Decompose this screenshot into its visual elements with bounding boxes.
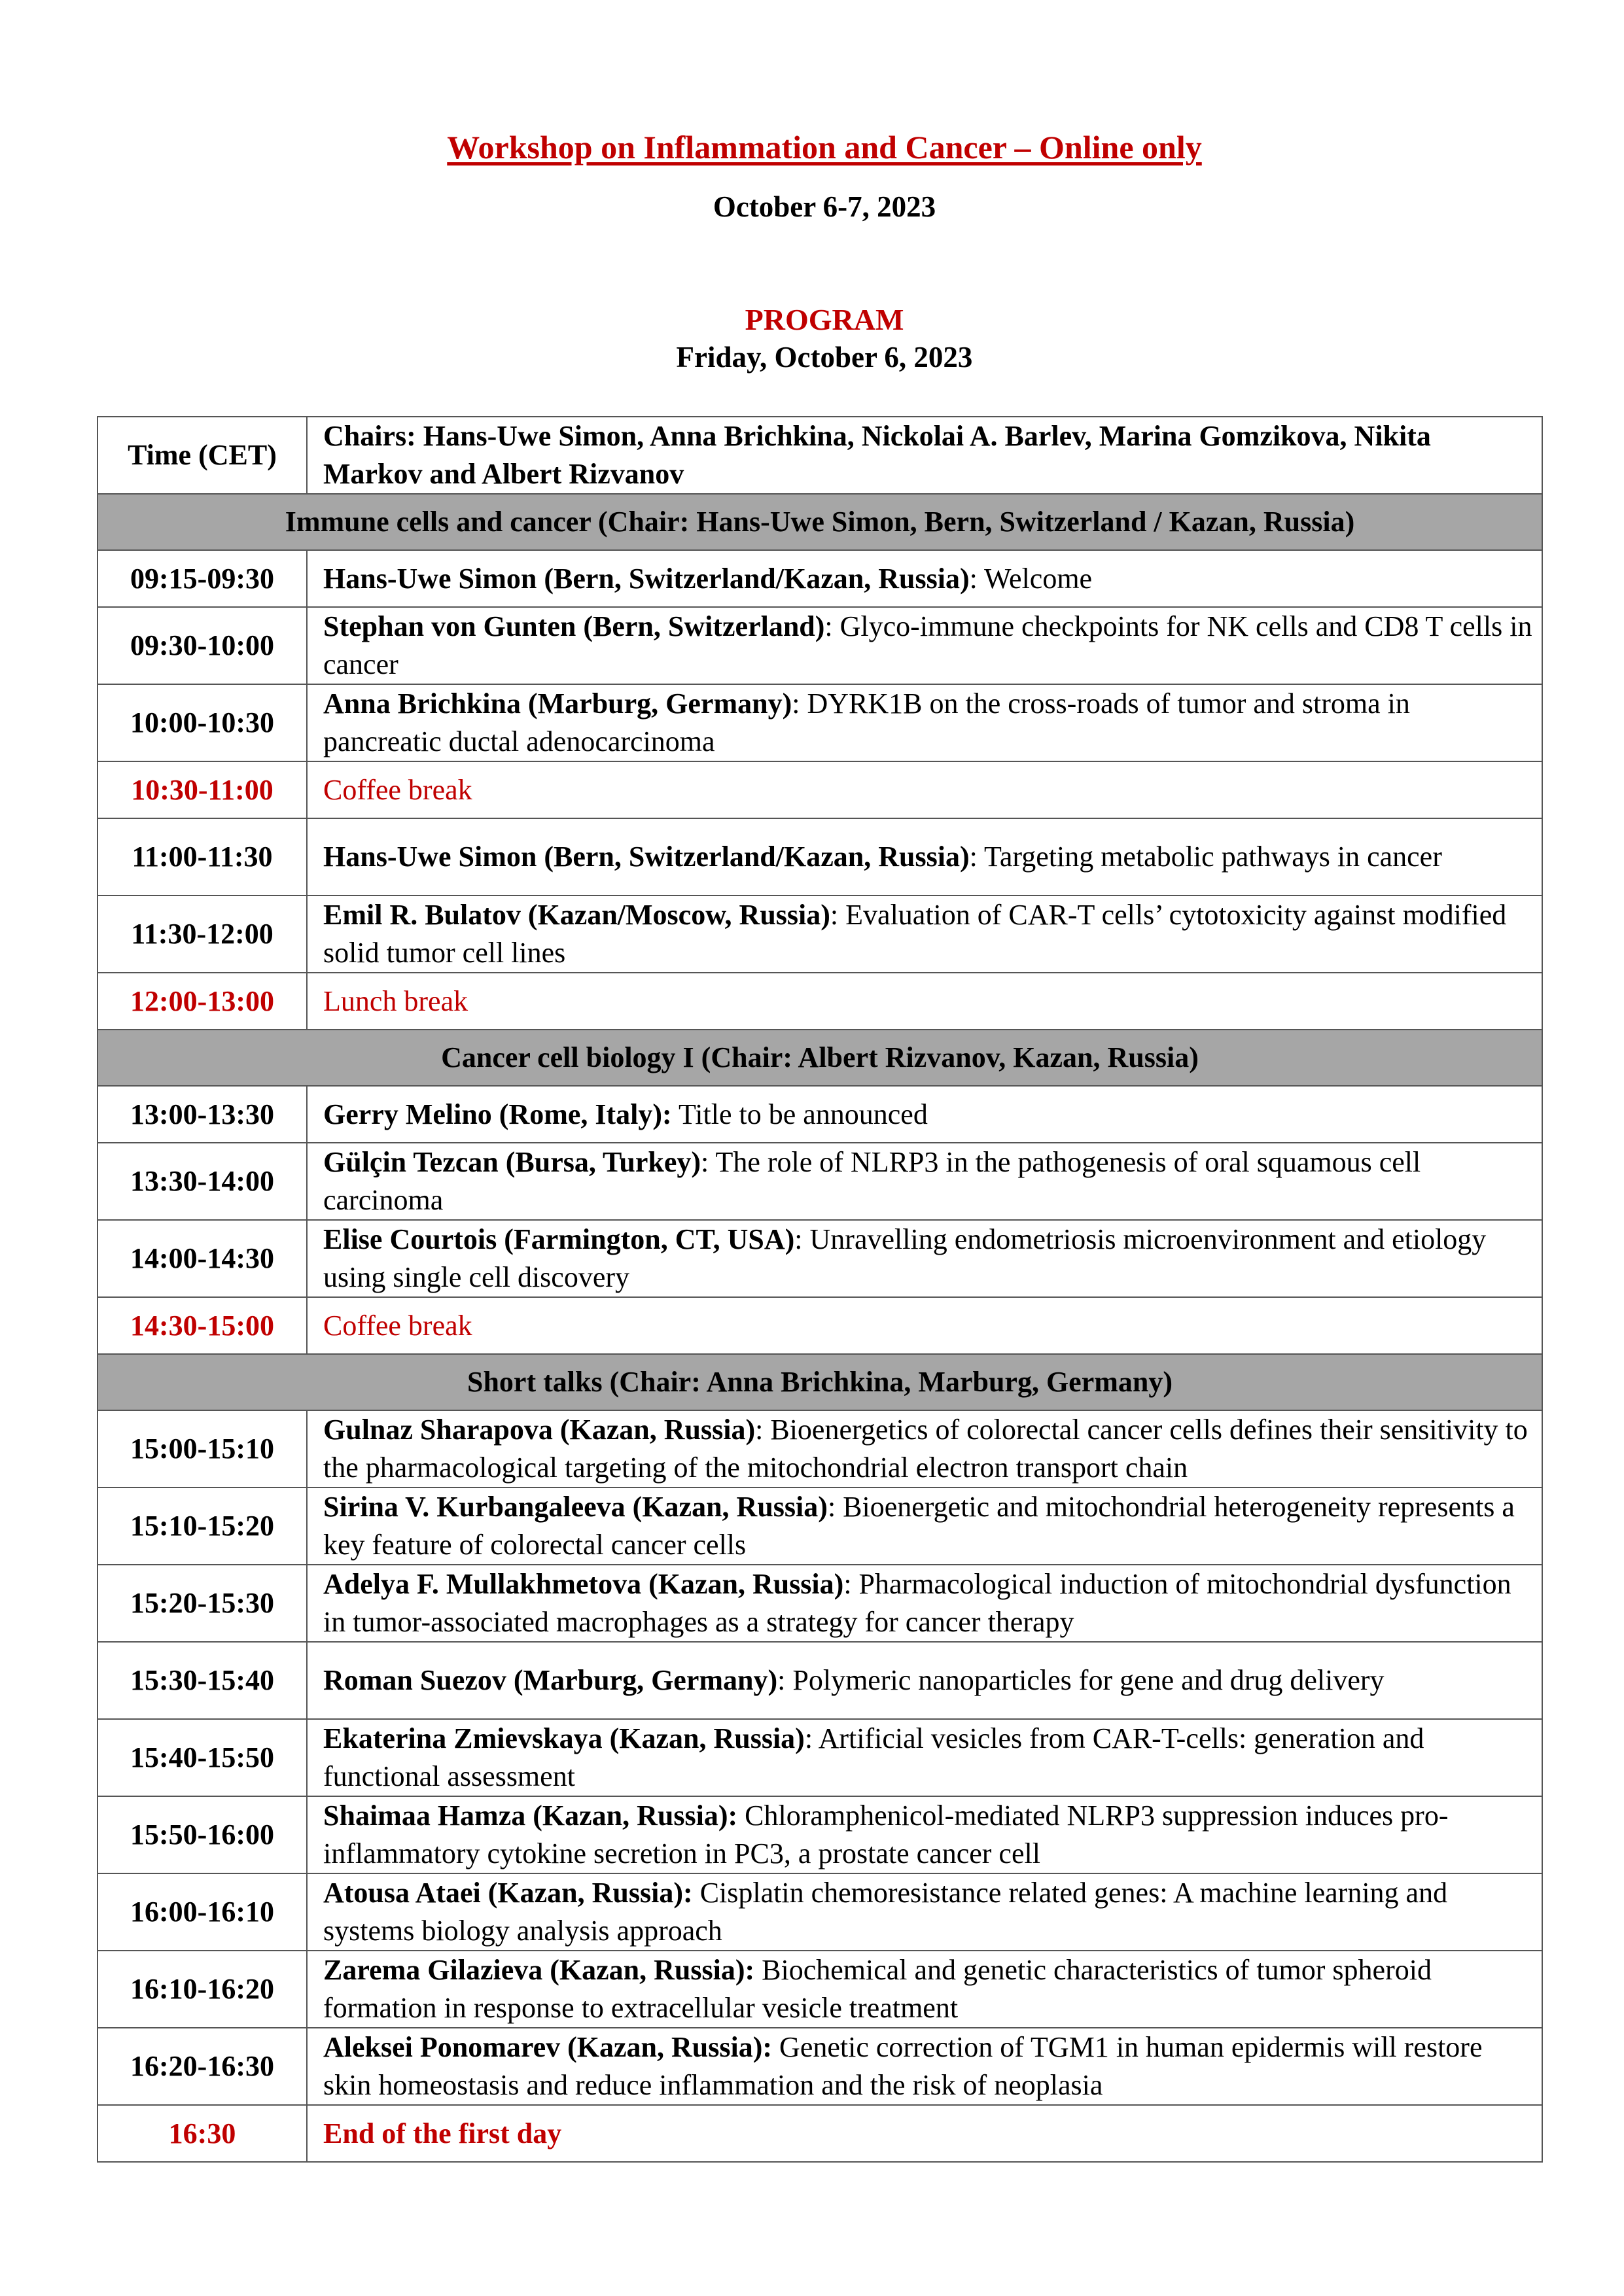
time-cell: 15:10-15:20: [97, 1487, 307, 1565]
talk-cell: Anna Brichkina (Marburg, Germany): DYRK1B on the cross-roads of tumor and stroma in pancreatic ductal adenocarcinoma: [307, 684, 1542, 761]
talk-cell: [307, 1873, 1542, 1951]
program-table-body: [97, 417, 1542, 2162]
end-time: 16:30: [97, 2105, 307, 2162]
table-row: [97, 1642, 1542, 1719]
talk-title: Artificial vesicles from CAR-T-cells: generation and functional assessment: [323, 1722, 1424, 1792]
break-row: [97, 973, 1542, 1030]
table-row: [97, 1796, 1542, 1873]
talk-cell: [307, 2028, 1542, 2105]
speaker-name: Roman Suezov (Marburg, Germany): [323, 1664, 778, 1696]
table-row: [97, 1951, 1542, 2028]
table-row: [97, 1086, 1542, 1143]
talk-cell: Elise Courtois (Farmington, CT, USA): Unravelling endometriosis microenvironment and etiology using single cell discovery: [307, 1220, 1542, 1297]
speaker-name: Atousa Ataei (Kazan, Russia):: [323, 1877, 693, 1909]
talk-title: Cisplatin chemoresistance related genes: A machine learning and systems biology analysis approach: [323, 1877, 1448, 1947]
talk-title: Welcome: [984, 562, 1093, 595]
session-row: [97, 1030, 1542, 1086]
table-row: [97, 684, 1542, 761]
speaker-name: Stephan von Gunten (Bern, Switzerland): [323, 610, 825, 642]
time-cell: 13:00-13:30: [97, 1086, 307, 1143]
day-heading: Friday, October 6, 2023: [676, 341, 973, 374]
talk-cell: Stephan von Gunten (Bern, Switzerland): Glyco-immune checkpoints for NK cells and CD8 T cells in cancer: [307, 607, 1542, 684]
talk-title: Bioenergetics of colorectal cancer cells defines their sensitivity to the pharmacological targeting of the mitochondrial electron transport chain: [323, 1414, 1528, 1484]
table-row: [97, 1719, 1542, 1796]
table-row: [97, 1143, 1542, 1220]
talk-cell: Emil R. Bulatov (Kazan/Moscow, Russia): Evaluation of CAR-T cells’ cytotoxicity against modified solid tumor cell lines: [307, 896, 1542, 973]
time-cell: 10:00-10:30: [97, 684, 307, 761]
table-row: [97, 818, 1542, 896]
talk-title: Chloramphenicol-mediated NLRP3 suppression induces pro-inflammatory cytokine secretion in PC3, a prostate cancer cell: [323, 1800, 1449, 1870]
talk-title: Evaluation of CAR-T cells’ cytotoxicity against modified solid tumor cell lines: [323, 899, 1507, 969]
speaker-name: Aleksei Ponomarev (Kazan, Russia):: [323, 2031, 773, 2063]
time-cell: 11:30-12:00: [97, 896, 307, 973]
session-title: Cancer cell biology I (Chair: Albert Rizvanov, Kazan, Russia): [97, 1030, 1542, 1086]
break-cell: [307, 1297, 1542, 1354]
talk-title: DYRK1B on the cross-roads of tumor and stroma in pancreatic ductal adenocarcinoma: [323, 687, 1410, 757]
break-row: [97, 1297, 1542, 1354]
time-cell: 13:30-14:00: [97, 1143, 307, 1220]
talk-cell: Gulnaz Sharapova (Kazan, Russia): Bioenergetics of colorectal cancer cells defines their sensitivity to the pharmacological targeting of the mitochondrial electron transport chain: [307, 1410, 1542, 1487]
table-row: [97, 607, 1542, 684]
session-title: Immune cells and cancer (Chair: Hans-Uwe Simon, Bern, Switzerland / Kazan, Russia): [97, 494, 1542, 550]
time-column-header: Time (CET): [97, 417, 307, 494]
talk-cell: Roman Suezov (Marburg, Germany): Polymeric nanoparticles for gene and drug delivery: [307, 1642, 1542, 1719]
talk-cell: [307, 1796, 1542, 1873]
talk-cell: Hans-Uwe Simon (Bern, Switzerland/Kazan, Russia): Targeting metabolic pathways in cancer: [307, 818, 1542, 896]
talk-cell: [307, 1086, 1542, 1143]
workshop-dates: October 6-7, 2023: [713, 190, 936, 223]
speaker-name: Hans-Uwe Simon (Bern, Switzerland/Kazan, Russia): [323, 841, 970, 873]
talk-title: Genetic correction of TGM1 in human epidermis will restore skin homeostasis and reduce inflammation and the risk of neoplasia: [323, 2031, 1483, 2101]
table-row: [97, 1410, 1542, 1487]
talk-title: Bioenergetic and mitochondrial heterogeneity represents a key feature of colorectal cancer cells: [323, 1491, 1515, 1561]
table-row: [97, 1487, 1542, 1565]
talk-title: Pharmacological induction of mitochondrial dysfunction in tumor-associated macrophages as a strategy for cancer therapy: [323, 1568, 1511, 1638]
time-cell: 16:00-16:10: [97, 1873, 307, 1951]
time-cell: 12:00-13:00: [97, 973, 307, 1030]
table-row: [97, 2028, 1542, 2105]
time-cell: 15:40-15:50: [97, 1719, 307, 1796]
program-heading: PROGRAM: [745, 303, 904, 336]
talk-title: Title to be announced: [678, 1098, 928, 1130]
time-cell: 09:30-10:00: [97, 607, 307, 684]
time-cell: 11:00-11:30: [97, 818, 307, 896]
table-row: [97, 1565, 1542, 1642]
time-cell: 15:00-15:10: [97, 1410, 307, 1487]
session-row: [97, 1354, 1542, 1410]
speaker-name: Elise Courtois (Farmington, CT, USA): [323, 1223, 795, 1255]
time-cell: 16:20-16:30: [97, 2028, 307, 2105]
time-cell: 09:15-09:30: [97, 550, 307, 607]
program-table: [97, 416, 1543, 2163]
speaker-name: Gulnaz Sharapova (Kazan, Russia): [323, 1414, 756, 1446]
break-cell: [307, 761, 1542, 818]
speaker-name: Gerry Melino (Rome, Italy):: [323, 1098, 672, 1130]
talk-title: Targeting metabolic pathways in cancer: [984, 841, 1442, 873]
talk-cell: Hans-Uwe Simon (Bern, Switzerland/Kazan, Russia): Welcome: [307, 550, 1542, 607]
end-label: End of the first day: [307, 2105, 1542, 2162]
table-row: [97, 896, 1542, 973]
speaker-name: Sirina V. Kurbangaleeva (Kazan, Russia): [323, 1491, 828, 1523]
time-cell: 14:00-14:30: [97, 1220, 307, 1297]
workshop-title: Workshop on Inflammation and Cancer – Online only: [447, 129, 1202, 165]
talk-cell: Adelya F. Mullakhmetova (Kazan, Russia): Pharmacological induction of mitochondrial dysfunction in tumor-associated macrophages as a strategy for cancer therapy: [307, 1565, 1542, 1642]
speaker-name: Emil R. Bulatov (Kazan/Moscow, Russia): [323, 899, 830, 931]
time-cell: 16:10-16:20: [97, 1951, 307, 2028]
talk-cell: [307, 1951, 1542, 2028]
time-cell: 14:30-15:00: [97, 1297, 307, 1354]
end-row: [97, 2105, 1542, 2162]
speaker-name: Zarema Gilazieva (Kazan, Russia):: [323, 1954, 755, 1986]
break-label: Lunch break: [323, 984, 468, 1017]
speaker-name: Shaimaa Hamza (Kazan, Russia):: [323, 1800, 738, 1832]
speaker-name: Adelya F. Mullakhmetova (Kazan, Russia): [323, 1568, 844, 1600]
talk-title: The role of NLRP3 in the pathogenesis of oral squamous cell carcinoma: [323, 1146, 1421, 1216]
break-row: [97, 761, 1542, 818]
session-row: [97, 494, 1542, 550]
table-row: [97, 550, 1542, 607]
talk-title: Biochemical and genetic characteristics of tumor spheroid formation in response to extracellular vesicle treatment: [323, 1954, 1432, 2024]
time-cell: 15:20-15:30: [97, 1565, 307, 1642]
time-cell: 15:30-15:40: [97, 1642, 307, 1719]
table-row: [97, 1873, 1542, 1951]
table-header-row: [97, 417, 1542, 494]
speaker-name: Anna Brichkina (Marburg, Germany): [323, 687, 792, 720]
break-cell: [307, 973, 1542, 1030]
break-label: Coffee break: [323, 773, 472, 806]
talk-cell: Sirina V. Kurbangaleeva (Kazan, Russia): Bioenergetic and mitochondrial heterogeneity represents a key feature of colorectal cancer cells: [307, 1487, 1542, 1565]
table-row: [97, 1220, 1542, 1297]
talk-cell: Ekaterina Zmievskaya (Kazan, Russia): Artificial vesicles from CAR-T-cells: generation and functional assessment: [307, 1719, 1542, 1796]
time-cell: 15:50-16:00: [97, 1796, 307, 1873]
time-cell: 10:30-11:00: [97, 761, 307, 818]
speaker-name: Hans-Uwe Simon (Bern, Switzerland/Kazan, Russia): [323, 562, 970, 595]
speaker-name: Gülçin Tezcan (Bursa, Turkey): [323, 1146, 701, 1178]
session-title: Short talks (Chair: Anna Brichkina, Marburg, Germany): [97, 1354, 1542, 1410]
speaker-name: Ekaterina Zmievskaya (Kazan, Russia): [323, 1722, 805, 1754]
break-label: Coffee break: [323, 1309, 472, 1342]
chairs-cell: Chairs: Hans-Uwe Simon, Anna Brichkina, Nickolai A. Barlev, Marina Gomzikova, Nikita Markov and Albert Rizvanov: [307, 417, 1542, 494]
talk-title: Polymeric nanoparticles for gene and drug delivery: [792, 1664, 1385, 1696]
talk-cell: Gülçin Tezcan (Bursa, Turkey): The role of NLRP3 in the pathogenesis of oral squamous cell carcinoma: [307, 1143, 1542, 1220]
talk-title: Unravelling endometriosis microenvironment and etiology using single cell discovery: [323, 1223, 1487, 1293]
talk-title: Glyco-immune checkpoints for NK cells and CD8 T cells in cancer: [323, 610, 1532, 680]
